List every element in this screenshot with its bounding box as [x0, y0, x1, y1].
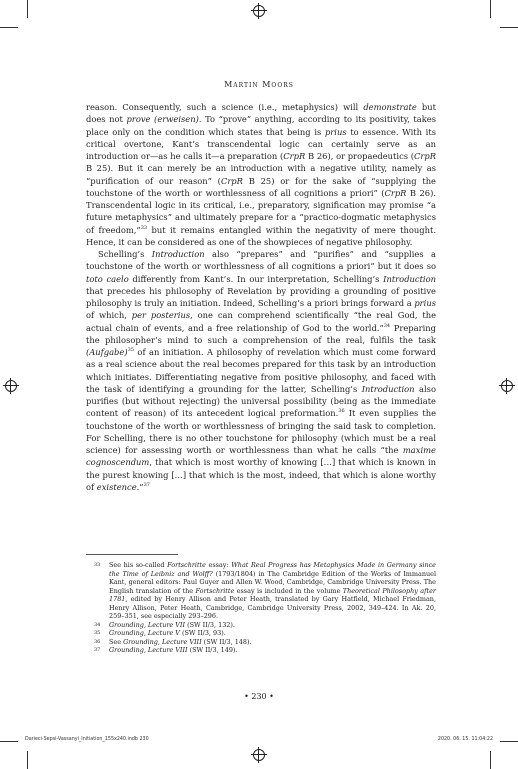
- footnote: [86, 646, 436, 655]
- italic-span: prius: [414, 298, 436, 308]
- crop-mark-top-right-icon: [490, 0, 491, 18]
- italic-span: Grounding, Lecture VII: [109, 620, 186, 629]
- text-span: of which,: [86, 310, 132, 321]
- italic-span: Grounding, Lecture VIII: [123, 637, 202, 646]
- footnote-ref: 33: [140, 224, 148, 231]
- running-head: Martin Moors: [224, 80, 294, 89]
- text-span: .”: [136, 481, 144, 492]
- italic-span: maxime cognoscendum: [86, 445, 436, 468]
- footnote-rule: [86, 554, 178, 555]
- text-span: of an initiation. A philosophy of revelation which must come forward as a real science about the real becomes prepared for this task by an introduction which initiates. Differentiating negative from positive philosophy, and faced with the task of identifying a grounding for the latter, Schelling’s: [86, 347, 436, 394]
- crop-mark-top-right-h-icon: [500, 27, 518, 28]
- text-span: that precedes his philosophy of Revelation by providing a grounding of positive philosophy is truly an initiation. Indeed, Schelling’s a priori brings forward a: [86, 285, 436, 308]
- italic-span: What Real Progress has Metaphysics Made in Germany since the Time of Leibniz and Wolff?: [109, 561, 436, 578]
- crop-mark-bottom-left-icon: [27, 751, 28, 769]
- footnote-ref: 34: [383, 322, 391, 329]
- italic-span: Introduction: [151, 249, 205, 259]
- page-number: • 230 •: [244, 692, 274, 701]
- footnote-number: 34: [94, 621, 101, 628]
- italic-span: Introduction: [361, 383, 415, 394]
- registration-mark-top-icon: [253, 5, 265, 17]
- text-span: essay is included in the volume: [234, 586, 343, 595]
- footnote-number: 37: [94, 647, 101, 653]
- crop-mark-bottom-right-h-icon: [500, 741, 518, 742]
- registration-mark-left-icon: [5, 380, 17, 392]
- footnote: [86, 638, 436, 647]
- registration-mark-right-icon: [501, 380, 513, 392]
- text-span: (SW II/3, 149).: [187, 646, 238, 654]
- text-span: also “prepares” and “purifies” and “supplies a touchstone of the worth or worthlessness of all cognitions a priori” but it does so: [86, 249, 436, 272]
- text-span: but it remains entangled within the negativity of mere thought. Hence, it can be considered as one of the showpieces of negative philosophy.: [86, 224, 436, 247]
- slug-file: Darieci-Sepsi-Vassanyi_Initiation_155x240.indb 230: [25, 737, 149, 742]
- italic-span: existence: [96, 481, 137, 492]
- text-span: To “prove” anything, according to its positivity, takes place only on the condition which states that being is: [86, 114, 437, 137]
- crop-mark-top-left-icon: [27, 0, 28, 18]
- text-span: one can comprehend scientifically “the real God, the actual chain of events, and a free relationship of God to the world.”: [86, 310, 437, 333]
- text-span: also purifies (but without rejecting) the universal possibility (being as the immediate content of reason) of its antecedent logical preformation.: [86, 383, 436, 419]
- text-span: B 26), or propaedeutics (: [305, 151, 414, 161]
- italic-span: (Aufgabe): [86, 347, 128, 357]
- paragraph: [86, 101, 436, 248]
- footnote-ref: 35: [127, 347, 134, 354]
- crop-mark-top-left-h-icon: [0, 27, 18, 28]
- paragraph: [86, 248, 436, 493]
- italic-span: Fortschritte: [167, 561, 206, 569]
- text-span: Preparing the philosopher’s mind to such a comprehension of the real, fulfils the task: [86, 322, 436, 345]
- text-span: (SW II/3, 148).: [201, 637, 252, 646]
- printer-slug: [25, 737, 493, 742]
- italic-span: Fortschritte: [195, 586, 235, 595]
- text-span: See: [109, 637, 124, 646]
- text-span: essay:: [205, 561, 232, 569]
- crop-mark-bottom-right-icon: [490, 751, 491, 769]
- italic-span: CrpR: [414, 151, 436, 161]
- text-span: See his so-called: [109, 561, 168, 569]
- text-span: B 25) or for the sake of “supplying the touchstone of the worth or worthlessness of all cognitions a priori” (: [86, 175, 437, 198]
- italic-span: prove (erweisen).: [126, 114, 202, 125]
- footnote-ref: 36: [338, 408, 345, 415]
- italic-span: Grounding, Lecture VIII: [109, 646, 188, 654]
- footnote: [86, 629, 436, 638]
- slug-timestamp: 2020. 06. 15. 11:04:22: [437, 737, 493, 742]
- italic-span: toto caelo: [86, 273, 129, 284]
- body-text: [86, 101, 436, 493]
- registration-mark-bottom-icon: [253, 749, 265, 761]
- italic-span: CrpR: [220, 175, 243, 186]
- crop-mark-bottom-left-h-icon: [0, 741, 18, 742]
- footnote-number: 35: [94, 630, 101, 636]
- text-span: differently from Kant’s. In our interpretation, Schelling’s: [128, 273, 384, 284]
- italic-span: Grounding, Lecture V: [109, 629, 180, 637]
- italic-span: per posterius,: [131, 310, 193, 321]
- italic-span: Introduction: [383, 273, 436, 284]
- text-span: (1793/1804) in The Cambridge Edition of the Works of Immanuel Kant, general editors: Paul Guyer and Allen W. Wood, Cambridge, Cambridge University Press. The English translation of the: [109, 569, 437, 595]
- text-span: to essence. With its critical overtone, Kant’s transcendental logic can certainly serve as an introduction or—as he calls it—a preparation (: [86, 126, 436, 161]
- text-span: B 25). But it can merely be an introduction with a negative utility, namely as “purification of our reason” (: [86, 163, 436, 186]
- text-span: (SW II/3, 132).: [185, 620, 235, 629]
- italic-span: prius: [324, 126, 347, 137]
- italic-span: demonstrate: [363, 102, 417, 112]
- text-span: reason. Consequently, such a science (i.e., metaphysics) will: [86, 102, 364, 112]
- text-span: , edited by Henry Allison and Peter Heath, translated by Gary Hatfield, Michael Friedman, Henry Allison, Peter Heath, Cambridge, Cambridge University Press, 2002, 349–424. In Ak. 20, 259–351, see especially 293–296.: [109, 595, 436, 620]
- footnote: [86, 561, 436, 621]
- italic-span: CrpR: [283, 151, 306, 161]
- text-span: B 26). Transcendental logic in its critical, i.e., preparatory, signification may promise “a future metaphysics” and ultimately prepare for a “practico-dogmatic metaphysics of freedom,”: [86, 187, 436, 235]
- text-span: (SW II/3, 93).: [179, 629, 226, 637]
- footnote-number: 36: [94, 638, 101, 645]
- text-span: Schelling’s: [98, 249, 152, 259]
- text-span: but does not: [86, 102, 436, 125]
- footnote-ref: 37: [143, 481, 150, 488]
- text-span: It even supplies the touchstone of the worth or worthlessness of bringing the said task to completion. For Schelling, there is no other touchstone for philosophy (which must be a real science) for assessing worth or worthlessness than what he calls “the: [86, 408, 437, 455]
- text-span: , that which is most worthy of knowing […] that which is known in the purest knowing […] that which is the most, indeed, that which is alone worthy of: [86, 457, 436, 492]
- italic-span: CrpR: [384, 187, 407, 198]
- footnotes: [86, 561, 436, 655]
- footnote: [86, 621, 436, 630]
- footnote-number: 33: [94, 562, 101, 568]
- italic-span: Theoretical Philosophy after 1781: [109, 586, 436, 603]
